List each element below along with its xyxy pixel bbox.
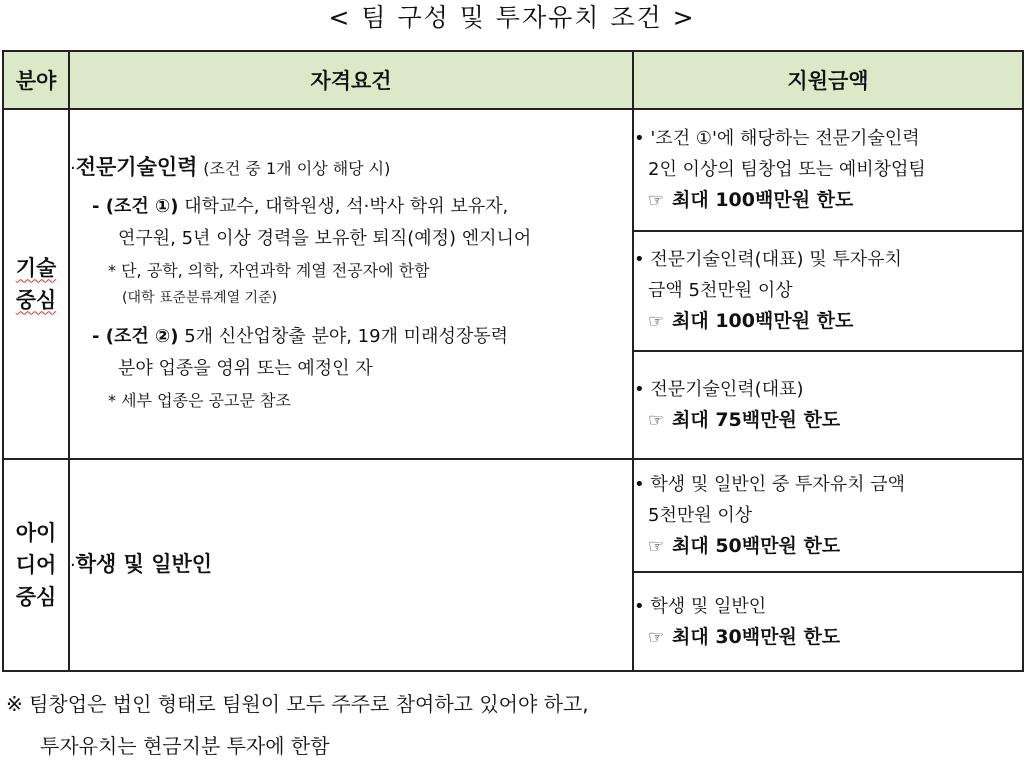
funding-5-max	[634, 622, 1022, 653]
cond1-note2: (대학 표준분류계열 기준)	[122, 289, 278, 306]
page-title: < 팀 구성 및 투자유치 조건 >	[328, 3, 696, 32]
tech-main-sub: (조건 중 1개 이상 해당 시)	[203, 158, 391, 178]
idea-bullet: ·	[70, 554, 76, 576]
cond2-line2: 분야 업종을 영위 또는 예정인 자	[118, 357, 373, 379]
bullet-icon: •	[634, 249, 645, 271]
cond2-line1	[70, 321, 632, 353]
cond1-line1	[70, 191, 632, 223]
cond1-label: - (조건 ①)	[92, 195, 179, 217]
bullet-icon: •	[634, 128, 645, 150]
bullet-icon: •	[634, 378, 645, 400]
field-idea	[3, 459, 69, 671]
field-tech	[3, 109, 69, 459]
tech-main-line	[70, 151, 632, 185]
header-qualification: 자격요건	[69, 51, 633, 109]
funding-cell-1	[633, 109, 1023, 231]
funding-1-max	[634, 185, 1022, 216]
idea-main-line	[70, 548, 632, 582]
field-idea-line2: 디어	[15, 552, 57, 577]
pointing-hand-icon: ☞	[648, 190, 665, 212]
conditions-table	[2, 50, 1024, 672]
funding-4-max-text: 최대 50백만원 한도	[672, 534, 841, 557]
funding-2-max	[634, 306, 1022, 337]
qualification-idea	[69, 459, 633, 671]
funding-cell-2	[633, 231, 1023, 351]
funding-2-line2: 금액 5천만원 이상	[648, 280, 793, 302]
funding-1-line2: 2인 이상의 팀창업 또는 예비창업팀	[648, 159, 926, 181]
pointing-hand-icon: ☞	[648, 409, 665, 431]
funding-1-max-text: 최대 100백만원 한도	[672, 189, 854, 212]
header-amount: 지원금액	[633, 51, 1023, 109]
funding-3-max-text: 최대 75백만원 한도	[672, 408, 841, 431]
cond2-note: * 세부 업종은 공고문 참조	[108, 390, 291, 410]
idea-title: 학생 및 일반인	[75, 551, 213, 576]
qualification-tech	[69, 109, 633, 459]
funding-3-text1: 전문기술인력(대표)	[650, 378, 804, 400]
funding-4-line1	[634, 469, 1022, 500]
field-tech-line1: 기술	[15, 255, 57, 280]
field-tech-line2: 중심	[15, 287, 57, 312]
bullet-icon: •	[634, 595, 645, 617]
pointing-hand-icon: ☞	[648, 311, 665, 333]
funding-4-line2: 5천만원 이상	[648, 504, 753, 526]
funding-4-max	[634, 531, 1022, 562]
funding-1-line1	[634, 123, 1022, 154]
funding-2-line1	[634, 244, 1022, 275]
funding-1-text1: '조건 ①'에 해당하는 전문기술인력	[650, 128, 920, 150]
pointing-hand-icon: ☞	[648, 626, 665, 648]
cond1-note1: * 단, 공학, 의학, 자연과학 계열 전공자에 한함	[108, 260, 430, 280]
funding-3-line1	[634, 374, 1022, 405]
tech-main-title: 전문기술인력	[75, 154, 198, 179]
cond2-text1: 5개 신산업창출 분야, 19개 미래성장동력	[184, 325, 509, 347]
funding-2-text1: 전문기술인력(대표) 및 투자유치	[650, 249, 902, 271]
funding-4-text1: 학생 및 일반인 중 투자유치 금액	[650, 473, 906, 495]
funding-cell-4	[633, 459, 1023, 573]
cond1-line2: 연구원, 5년 이상 경력을 보유한 퇴직(예정) 엔지니어	[118, 227, 532, 249]
pointing-hand-icon: ☞	[648, 535, 665, 557]
funding-5-text1: 학생 및 일반인	[650, 595, 767, 617]
funding-cell-3	[633, 351, 1023, 459]
bullet-icon: •	[634, 473, 645, 495]
funding-5-line1	[634, 591, 1022, 622]
funding-cell-5	[633, 572, 1023, 671]
cond1-text1: 대학교수, 대학원생, 석·박사 학위 보유자,	[184, 195, 509, 217]
footnote-line1: ※ 팀창업은 법인 형태로 팀원이 모두 주주로 참여하고 있어야 하고,	[6, 692, 589, 716]
footnote-line2: 투자유치는 현금지분 투자에 한함	[40, 734, 330, 758]
cond2-label: - (조건 ②)	[92, 325, 179, 347]
field-idea-line1: 아이	[15, 520, 57, 545]
header-row	[3, 51, 1023, 109]
header-field: 분야	[3, 51, 69, 109]
idea-row-1	[3, 459, 1023, 573]
funding-2-max-text: 최대 100백만원 한도	[672, 310, 854, 333]
field-idea-line3: 중심	[15, 584, 57, 609]
tech-main-bullet: ·	[70, 157, 76, 179]
funding-3-max	[634, 405, 1022, 436]
funding-5-max-text: 최대 30백만원 한도	[672, 625, 841, 648]
tech-row-1	[3, 109, 1023, 231]
